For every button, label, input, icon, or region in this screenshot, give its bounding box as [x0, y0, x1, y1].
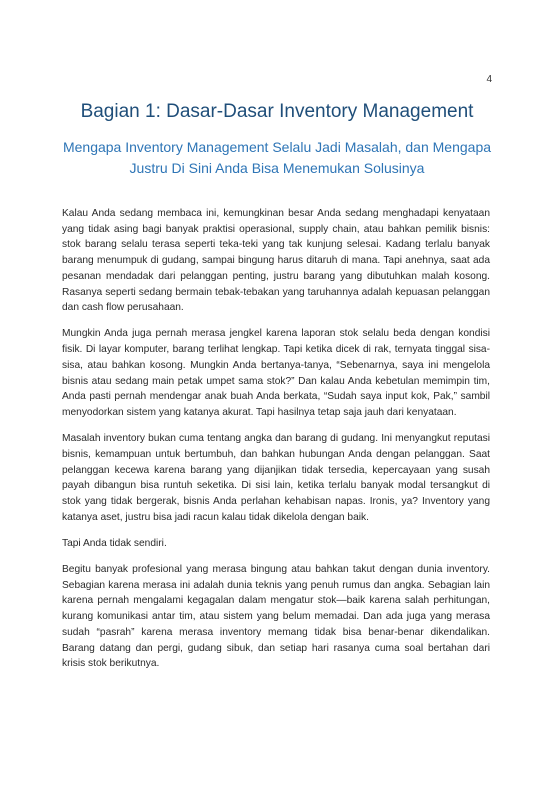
body-text [62, 206, 490, 682]
paragraph-5: Begitu banyak profesional yang merasa bingung atau bahkan takut dengan dunia inventory. Sebagian karena merasa ini adalah dunia teknis yang penuh rumus dan angka. Sebagian lain karena pernah mengalami kegagalan dalam mengatur stok—baik karena salah perhitungan, kurang komunikasi antar tim, atau sistem yang belum memadai. Dan ada juga yang merasa sudah “pasrah” karena merasa inventory memang tidak bisa benar-benar dikendalikan. Barang datang dan pergi, gudang sibuk, dan setiap hari rasanya cuma soal bertahan dari krisis stok berikutnya. [62, 564, 490, 670]
page-number: 4 [486, 74, 492, 85]
paragraph-3: Masalah inventory bukan cuma tentang angka dan barang di gudang. Ini menyangkut reputasi bisnis, kemampuan untuk bertumbuh, dan bahkan hubungan Anda dengan pelanggan. Saat pelanggan kecewa karena barang yang dijanjikan tidak tersedia, kepercayaan yang susah payah dibangun bisa runtuh seketika. Di sisi lain, ketika terlalu banyak modal tersangkut di stok yang tidak bergerak, bisnis Anda perlahan kehabisan napas. Ironis, ya? Inventory yang katanya aset, justru bisa jadi racun kalau tidak dikelola dengan baik. [62, 433, 490, 523]
paragraph-1: Kalau Anda sedang membaca ini, kemungkinan besar Anda sedang menghadapi kenyataan yang tidak asing bagi banyak praktisi operasional, supply chain, atau bahkan pemilik bisnis: stok barang selalu terasa seperti teka-teki yang tak kunjung selesai. Kadang terlalu banyak barang menumpuk di gudang, sampai bingung harus ditaruh di mana. Tapi anehnya, saat ada pesanan mendadak dari pelanggan penting, justru barang yang dibutuhkan malah kosong. Rasanya seperti sedang bermain tebak-tebakan yang taruhannya adalah kepuasan pelanggan dan cash flow perusahaan. [62, 208, 490, 314]
chapter-subtitle: Mengapa Inventory Management Selalu Jadi Masalah, dan Mengapa Justru Di Sini Anda Bisa Menemukan Solusinya [62, 139, 492, 176]
paragraph-4: Tapi Anda tidak sendiri. [62, 537, 167, 549]
paragraph-2: Mungkin Anda juga pernah merasa jengkel karena laporan stok selalu beda dengan kondisi fisik. Di layar komputer, barang terlihat lengkap. Tapi ketika dicek di rak, ternyata tinggal sisa-sisa, atau bahkan kosong. Mungkin Anda bertanya-tanya, “Sebenarnya, saya ini mengelola bisnis atau sedang main petak umpet sama stok?” Dan kalau Anda kebetulan memimpin tim, Anda pasti pernah mendengar anak buah Anda berkata, “Sudah saya input kok, Pak,” sambil menyodorkan sistem yang katanya akurat. Tapi hasilnya tetap saja jauh dari kenyataan. [62, 328, 490, 418]
chapter-title: Bagian 1: Dasar-Dasar Inventory Management [80, 101, 474, 122]
